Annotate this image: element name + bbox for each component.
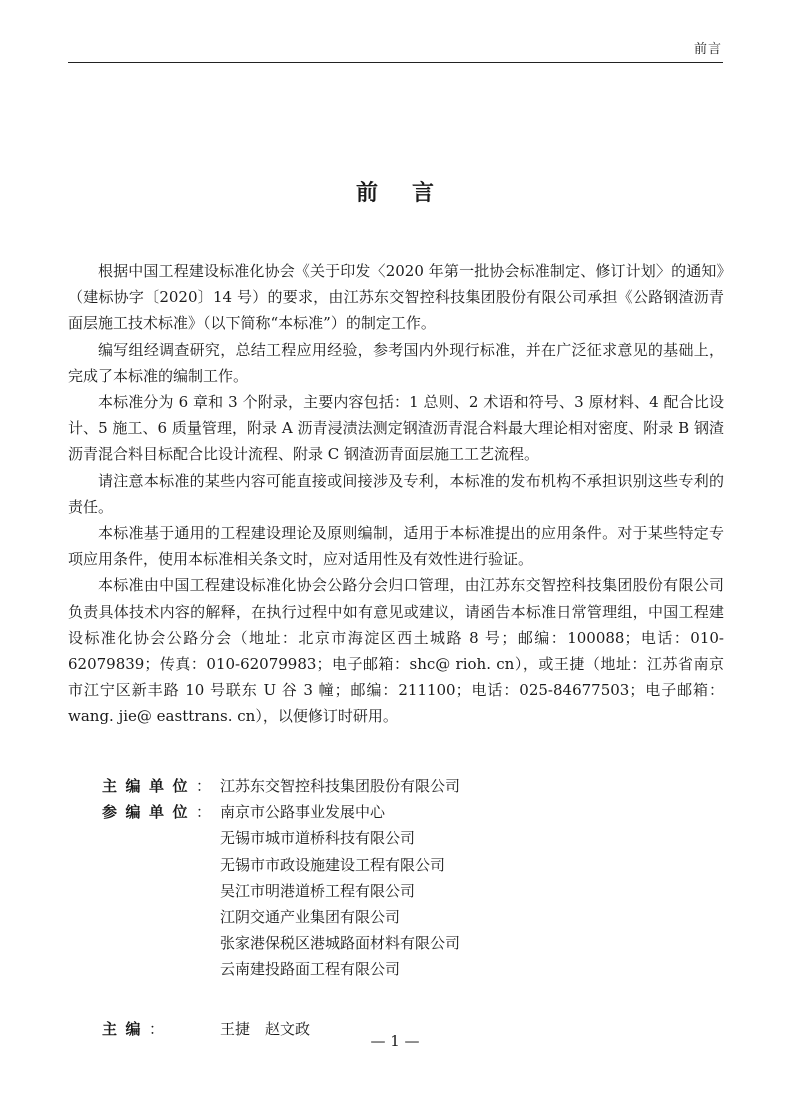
paragraph: 本标准分为 6 章和 3 个附录，主要内容包括：1 总则、2 术语和符号、3 原材料、4 配合比设计、5 施工、6 质量管理，附录 A 沥青浸渍法测定钢渣沥青混合料最大理论相对密度、附录 B 钢渣沥青混合料目标配合比设计流程、附录 C 钢渣沥青面层施工工艺流程。: [68, 393, 724, 464]
list-item: 张家港保税区港城路面材料有限公司: [220, 934, 461, 953]
running-header: 前言: [693, 42, 722, 57]
paragraph: 请注意本标准的某些内容可能直接或间接涉及专利，本标准的发布机构不承担识别这些专利的责任。: [68, 471, 724, 516]
editor-name: 赵文政: [265, 1019, 311, 1038]
chief-unit-value: 江苏东交智控科技集团股份有限公司: [220, 777, 461, 795]
list-item: 江阴交通产业集团有限公司: [220, 908, 401, 927]
paragraph: 本标准基于通用的工程建设理论及原则编制，适用于本标准提出的应用条件。对于某些特定专项应用条件，使用本标准相关条文时，应对适用性及有效性进行验证。: [68, 524, 724, 569]
list-item: 无锡市城市道桥科技有限公司: [220, 829, 416, 848]
paragraph: 本标准由中国工程建设标准化协会公路分会归口管理，由江苏东交智控科技集团股份有限公司负责具体技术内容的解释，在执行过程中如有意见或建议，请函告本标准日常管理组，中国工程建设标准化协会公路分会（地址：北京市海淀区西土城路 8 号；邮编：100088；电话：010-62079839；传真：010-62079983；电子邮箱：shc@ rioh. cn），或王捷（地址：江苏省南京市江宁区新丰路 10 号联东 U 谷 3 幢；邮编：211100；电话：025-84677503；电子邮箱：wang. jie@ easttrans. cn），以便修订时研用。: [68, 576, 724, 726]
paragraph: 编写组经调查研究，总结工程应用经验，参考国内外现行标准，并在广泛征求意见的基础上，完成了本标准的编制工作。: [68, 340, 724, 385]
editor-name: 王捷: [220, 1019, 251, 1038]
chief-unit-row: [102, 773, 702, 799]
list-item: 无锡市市政设施建设工程有限公司: [220, 855, 446, 874]
list-item: 云南建投路面工程有限公司: [220, 960, 401, 979]
preface-body: [68, 258, 724, 730]
participating-units-row: [102, 799, 702, 982]
list-item: 吴江市明港道桥工程有限公司: [220, 881, 416, 900]
paragraph: 根据中国工程建设标准化协会《关于印发〈2020 年第一批协会标准制定、修订计划〉的通知》（建标协字〔2020〕14 号）的要求，由江苏东交智控科技集团股份有限公司承担《公路钢渣沥青面层施工技术标准》（以下简称“本标准”）的制定工作。: [68, 262, 724, 333]
list-item: 南京市公路事业发展中心: [220, 803, 386, 822]
chief-unit-label: 主编单位：: [102, 777, 212, 795]
participating-units-list: [220, 799, 460, 982]
participating-units-label: 参编单位：: [102, 803, 212, 822]
chief-editors-label: 主编：: [102, 1019, 165, 1038]
header-rule: [68, 62, 723, 63]
page-number: — 1 —: [370, 1032, 420, 1050]
units-section: [102, 773, 702, 1042]
page-title: 前言: [355, 181, 468, 206]
